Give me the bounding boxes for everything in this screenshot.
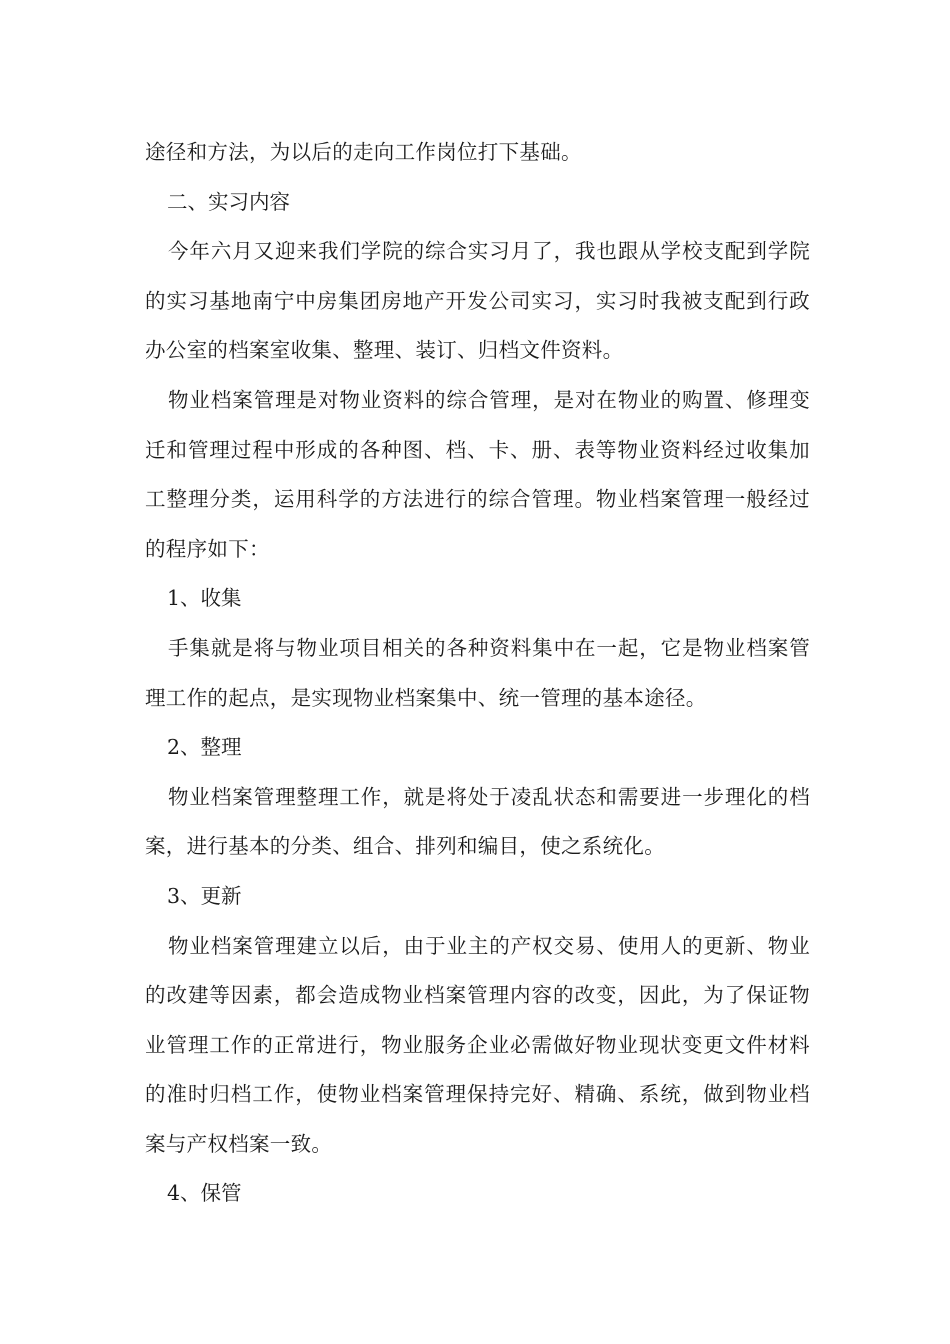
paragraph-internship-intro: 今年六月又迎来我们学院的综合实习月了，我也跟从学校支配到学院的实习基地南宁中房集团房地产开发公司实习，实习时我被支配到行政办公室的档案室收集、整理、装订、归档文件资料。 xyxy=(145,239,810,363)
paragraph-continuation: 途径和方法，为以后的走向工作岗位打下基础。 xyxy=(145,140,582,164)
subheading-storage: 4、保管 xyxy=(167,1181,242,1206)
subheading-collect: 1、收集 xyxy=(167,586,242,611)
paragraph-update: 物业档案管理建立以后，由于业主的产权交易、使用人的更新、物业的改建等因素，都会造成物业档案管理内容的改变，因此，为了保证物业管理工作的正常进行，物业服务企业必需做好物业现状变更文件材料的准时归档工作，使物业档案管理保持完好、精确、系统，做到物业档案与产权档案一致。 xyxy=(145,933,810,1156)
paragraph-archive-management: 物业档案管理是对物业资料的综合管理，是对在物业的购置、修理变迁和管理过程中形成的各种图、档、卡、册、表等物业资料经过收集加工整理分类，运用科学的方法进行的综合管理。物业档案管理一般经过的程序如下： xyxy=(145,387,810,561)
section-heading-internship-content: 二、实习内容 xyxy=(167,189,290,214)
document-body xyxy=(145,128,810,1219)
paragraph-collect: 手集就是将与物业项目相关的各种资料集中在一起，它是物业档案管理工作的起点，是实现物业档案集中、统一管理的基本途径。 xyxy=(145,635,810,710)
paragraph-organize: 物业档案管理整理工作，就是将处于凌乱状态和需要进一步理化的档案，进行基本的分类、组合、排列和编目，使之系统化。 xyxy=(145,784,810,859)
subheading-update: 3、更新 xyxy=(167,883,242,908)
subheading-organize: 2、整理 xyxy=(167,735,242,760)
